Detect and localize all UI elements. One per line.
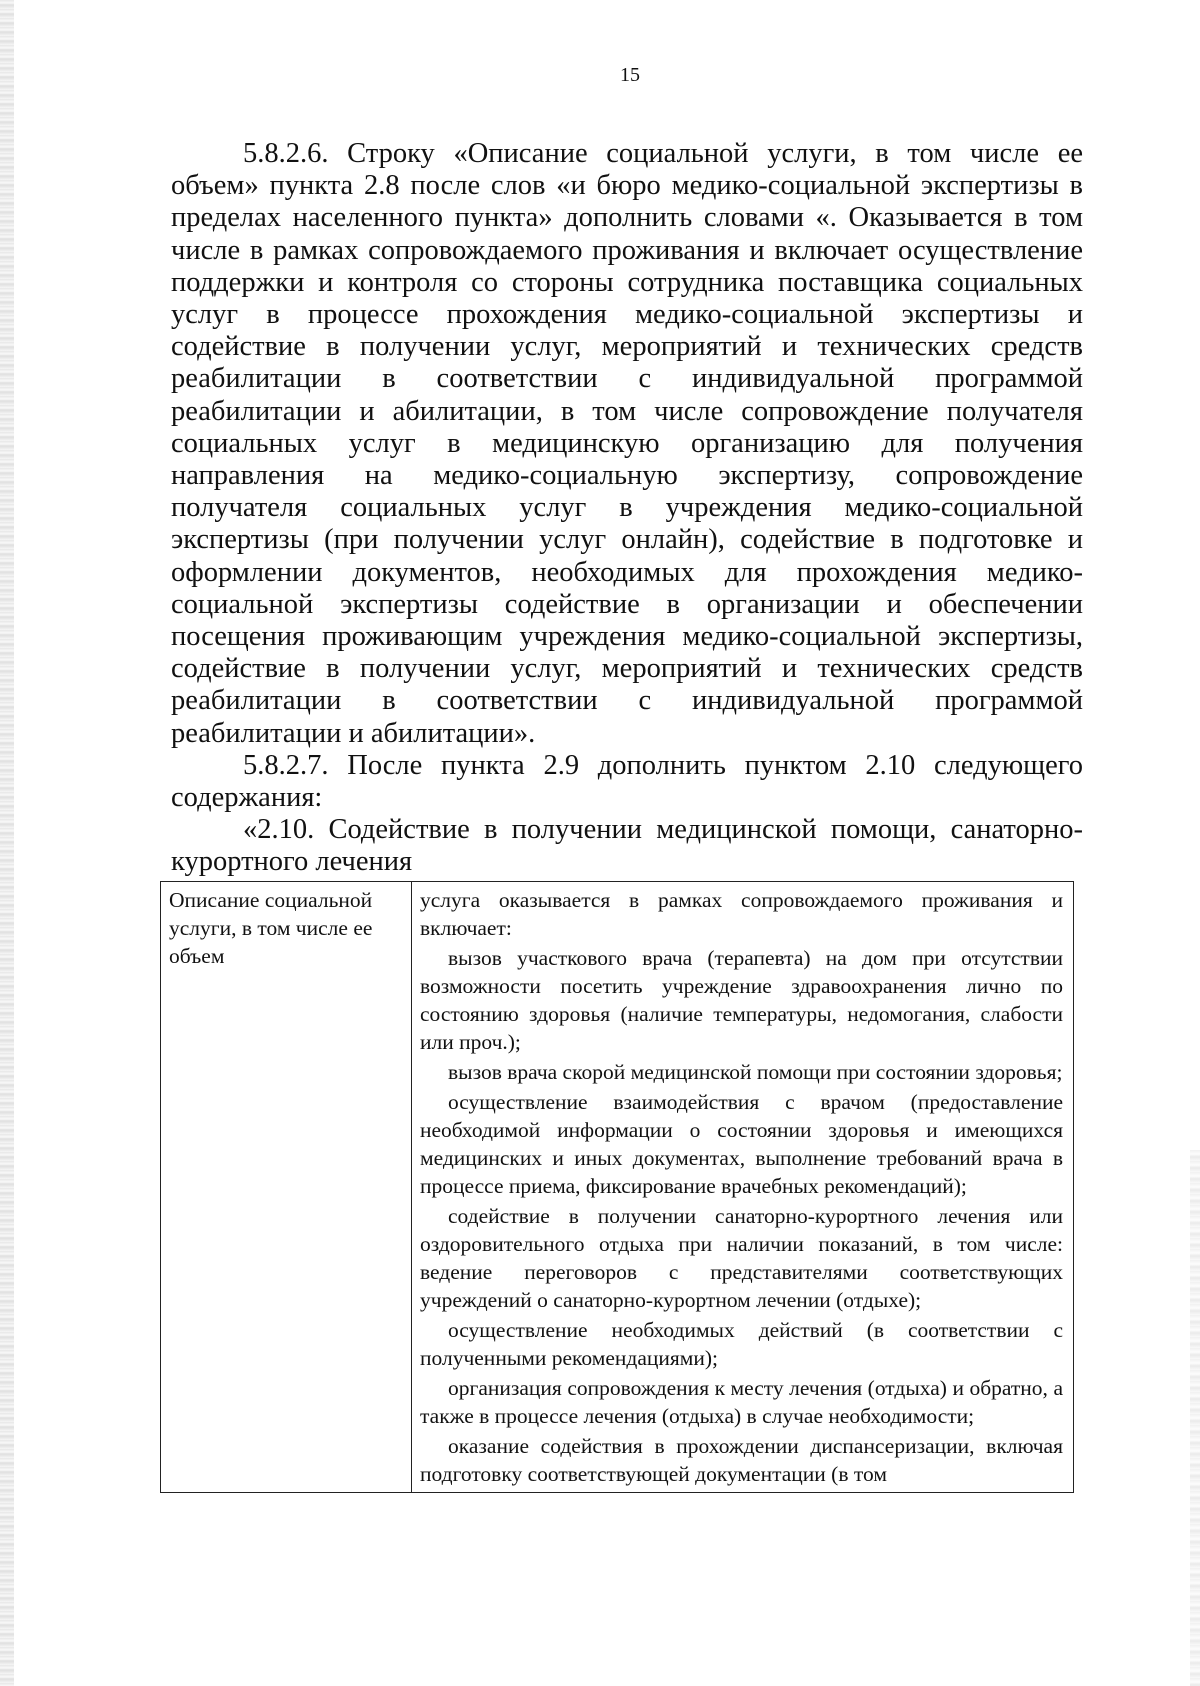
list-item: содействие в получении санаторно-курортного лечения или оздоровительного отдыха при наличии показаний, в том числе: ведение переговоров с представителями соответствующих учреждений о санаторно-курортном лечении (отдыхе);	[420, 1204, 1063, 1312]
paragraph-2-10-heading: «2.10. Содействие в получении медицинской помощи, санаторно-курортного лечения	[171, 814, 1083, 878]
paragraph-5-8-2-6: 5.8.2.6. Строку «Описание социальной услуги, в том числе ее объем» пункта 2.8 после слов «и бюро медико-социальной экспертизы в пределах населенного пункта» дополнить словами «. Оказывается в том числе в рамках сопровождаемого проживания и включает осуществление поддержки и контроля со стороны сотрудника поставщика социальных услуг в процессе прохождения медико-социальной экспертизы и содействие в получении услуг, мероприятий и технических средств реабилитации в соответствии с индивидуальной программой реабилитации и абилитации, в том числе сопровождение получателя социальных услуг в медицинскую организацию для получения направления на медико-социальную экспертизу, сопровождение получателя социальных услуг в учреждения медико-социальной экспертизы (при получении услуг онлайн), содействие в подготовке и оформлении документов, необходимых для прохождения медико-социальной экспертизы содействие в организации и обеспечении посещения проживающим учреждения медико-социальной экспертизы, содействие в получении услуг, мероприятий и технических средств реабилитации в соответствии с индивидуальной программой реабилитации и абилитации».	[171, 138, 1083, 749]
list-item: вызов участкового врача (терапевта) на дом при отсутствии возможности посетить учреждение здравоохранения лично по состоянию здоровья (наличие температуры, недомогания, слабости или проч.);	[420, 946, 1063, 1054]
table-row	[161, 882, 1074, 1493]
list-item: оказание содействия в прохождении диспансеризации, включая подготовку соответствующей документации (в том	[420, 1434, 1063, 1486]
list-item: организация сопровождения к месту лечения (отдыха) и обратно, а также в процессе лечения (отдыха) в случае необходимости;	[420, 1376, 1063, 1428]
page-number: 15	[620, 64, 640, 86]
list-item: осуществление взаимодействия с врачом (предоставление необходимой информации о состоянии здоровья и имеющихся медицинских и иных документах, выполнение требований врача в процессе приема, фиксирование врачебных рекомендаций);	[420, 1090, 1063, 1198]
list-item: вызов врача скорой медицинской помощи при состоянии здоровья;	[448, 1060, 1063, 1084]
scan-edge-right	[1190, 1150, 1200, 1686]
table-content-cell	[412, 882, 1074, 1493]
list-item: осуществление необходимых действий (в соответствии с полученными рекомендациями);	[420, 1318, 1063, 1370]
paragraph-5-8-2-7: 5.8.2.7. После пункта 2.9 дополнить пунктом 2.10 следующего содержания:	[171, 749, 1083, 814]
document-body	[171, 138, 1083, 879]
scan-edge-left	[0, 0, 14, 1686]
table-intro: услуга оказывается в рамках сопровождаемого проживания и включает:	[420, 888, 1063, 940]
table-label-cell	[161, 882, 412, 1493]
table-label: Описание социальной услуги, в том числе ее объем	[169, 888, 373, 968]
service-description-table	[160, 881, 1074, 1493]
